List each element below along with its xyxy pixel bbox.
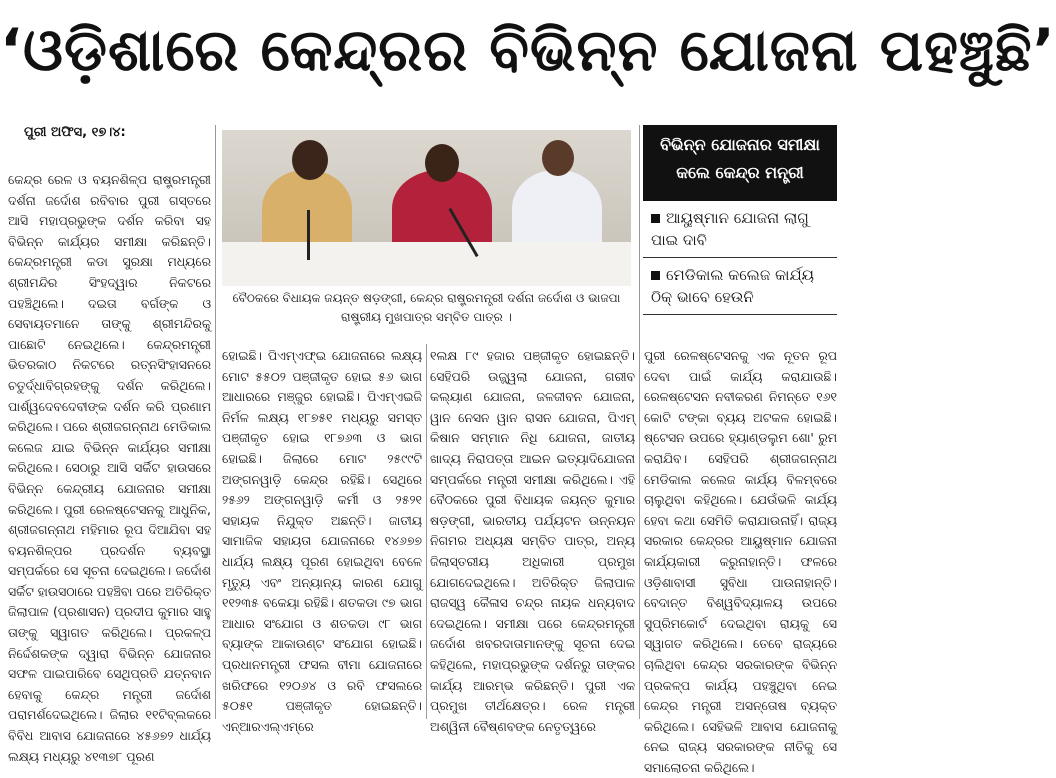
photo-table <box>222 242 631 286</box>
photo-person-center <box>392 170 492 250</box>
headline: ‘ଓଡ଼ିଶାରେ କେନ୍ଦ୍ରର ବିଭିନ୍ନ ଯୋଜନା ପହଞ୍ଚୁଛି’ <box>0 16 1056 84</box>
news-photo <box>222 130 631 286</box>
photo-head-center <box>425 144 459 182</box>
photo-head-right <box>542 140 574 176</box>
photo-caption: ବୈଠକରେ ବିଧାୟକ ଜୟନ୍ତ ଷଡ଼ଙ୍ଗୀ, କେନ୍ଦ୍ର ରାଷ୍ଟ୍ରମନ୍ତ୍ରୀ ଦର୍ଶନା ଜର୍ଦୋଶ ଓ ଭାଜପା ରାଷ୍ଟ୍ରୀୟ ମୁଖପାତ୍ର ସମ୍ବିତ ପାତ୍ର । <box>232 291 621 324</box>
sidebar-item-text: ମେଡିକାଲ କଲେଜ କାର୍ଯ୍ୟ ଠିକ୍‌ ଭାବେ ହେଉନି <box>651 266 814 306</box>
square-bullet-icon <box>651 214 660 223</box>
sidebar-item-text: ଆୟୁଷ୍ମାନ ଯୋଜନା ଲାଗୁ ପାଇ ଦାବି <box>651 209 809 249</box>
article-column-2: ହୋଇଛି। ପିଏମ୍‌ଏଫ୍‌ଇ ଯୋଜନାରେ ଲକ୍ଷ୍ୟ ମୋଟ ୫୫୦୨ ପଞ୍ଜୀକୃତ ହୋଇ ୫୬ ଭାଗ ଆଧାରରେ ମଞ୍ଜୁର ହୋଇଛି। ପିଏମ୍‌ଏଇଜି ନିର୍ମଳ ଲକ୍ଷ୍ୟ ୧୮୭୫୧ ମଧ୍ୟରୁ ସମସ୍ତ ପଞ୍ଜୀକୃତ ହୋଇ ୧୮୭୬୩ ଓ ଭାଗ ହୋଇଛି। ଜିଲାରେ ମୋଟ ୨୫୯୯ଟି ଅଙ୍ଗନୱାଡ଼ି କେନ୍ଦ୍ର ରହିଛି। ସେଥିରେ ୨୫୬୨ ଅଙ୍ଗନୱାଡ଼ି କର୍ମୀ ଓ ୨୫୨୧ ସହାୟକ ନିଯୁକ୍ତ ଅଛନ୍ତି। ଜାତୀୟ ସାମାଜିକ ସହାୟତା ଯୋଜନାରେ ୧୪୬୭୭ ଧାର୍ଯ୍ୟ ଲକ୍ଷ୍ୟ ପୂରଣ ହୋଇଥିବା ବେଳେ ମୃତ୍ୟୁ ଏବଂ ଅନ୍ୟାନ୍ୟ କାରଣ ଯୋଗୁ ୧୧୨୩୫ ବକେୟା ରହିଛି। ଶତକଡା ୯୭ ଭାଗ ଆଧାର ସଂଯୋଗ ଓ ଶତକଡା ୯୮ ଭାଗ ବ୍ୟାଙ୍କ ଆକାଉଣ୍ଟ ସଂଯୋଗ ହୋଇଛି। ପ୍ରଧାନମନ୍ତ୍ରୀ ଫସଲ ବୀମା ଯୋଜନାରେ ଖରିଫରେ ୧୨୦୬୪ ଓ ରବି ଫସଲରେ ୫୦୫୧ ପଞ୍ଜୀକୃତ ହୋଇଛନ୍ତି। ଏନ୍‌ଆରଏଲ୍‌ଏମ୍‌ରେ <box>222 348 422 734</box>
microphone-icon <box>307 210 310 260</box>
photo-head-left <box>292 140 328 180</box>
column-divider <box>639 125 640 719</box>
article-column-1: କେନ୍ଦ୍ର ରେଳ ଓ ବୟନଶିଳ୍ପ ରାଷ୍ଟ୍ରମନ୍ତ୍ରୀ ଦର୍ଶନା ଜର୍ଦୋଶ ରବିବାର ପୁରୀ ଗସ୍ତରେ ଆସି ମହାପ୍ରଭୁଙ୍କ ଦର୍ଶନ କରିବା ସହ ବିଭିନ୍ନ କାର୍ଯ୍ୟର ସମୀକ୍ଷା କରିଛନ୍ତି। କେନ୍ଦ୍ରମନ୍ତ୍ରୀ କଡା ସୁରକ୍ଷା ମଧ୍ୟରେ ଶ୍ରୀମନ୍ଦିର ସିଂହଦ୍ୱାର ନିକଟରେ ପହଞ୍ଚିଥିଲେ। ଦଇତା ବର୍ଗଙ୍କ ଓ ସେବାୟତମାନେ ତାଙ୍କୁ ଶ୍ରୀମନ୍ଦିରକୁ ପାଛୋଟି ନେଇଥିଲେ। କେନ୍ଦ୍ରମନ୍ତ୍ରୀ ଭିତରକାଠ ନିକଟରେ ରତ୍ନସିଂହାସନରେ ଚତୁର୍ଦ୍ଧାବିଗ୍ରହଙ୍କୁ ଦର୍ଶନ କରିଥିଲେ। ପାର୍ଶ୍ୱଦେବଦେବୀଙ୍କ ଦର୍ଶନ କରି ପ୍ରଣାମ କରିଥିଲେ। ପରେ ଶ୍ରୀଜଗନ୍ନାଥ ମେଡିକାଲ କଲେଜ ଯାଇ ବିଭିନ୍ନ କାର୍ଯ୍ୟର ସମୀକ୍ଷା କରିଥିଲେ। ସେଠାରୁ ଆସି ସର୍କିଟ ହାଉସରେ ବିଭିନ୍ନ କେନ୍ଦ୍ରୀୟ ଯୋଜନାର ସମୀକ୍ଷା କରିଥିଲେ। ପୁରୀ ରେଳଷ୍ଟେସନକୁ ଆଧୁନିକ, ଶ୍ରୀଜଗନ୍ନାଥ ମହିମାର ରୂପ ଦିଆଯିବା ସହ ବୟନଶିଳ୍ପର ପ୍ରଦର୍ଶନ ବ୍ୟବସ୍ଥା ସମ୍ପର୍କରେ ସେ ସୂଚନା ଦେଇଥିଲେ। ଜର୍ଦୋଶ ସର୍କିଟ ହାଉସଠାରେ ପହଞ୍ଚିବା ପରେ ଅତିରିକ୍ତ ଜିଲାପାଳ (ପ୍ରଶାସନ) ପ୍ରଦୀପ କୁମାର ସାହୁ ତାଙ୍କୁ ସ୍ୱାଗତ କରିଥିଲେ। ପ୍ରକଳ୍ପ ନିର୍ଦ୍ଦେଶକଙ୍କ ଦ୍ୱାରା ବିଭିନ୍ନ ଯୋଜନାର ସଫଳ ପାଇପାରିବେ ସେଥିପ୍ରତି ଯତ୍ନବାନ ହେବାକୁ କେନ୍ଦ୍ର ମନ୍ତ୍ରୀ ଜର୍ଦୋଶ ପରାମର୍ଶଦେଇଥିଲେ। ଜିଲାର ୧୧ଟିବ୍ଲକରେ ବିବିଧ ଆବାସ ଯୋଜନାରେ ୪୫୬୭୨ ଧାର୍ଯ୍ୟ ଲକ୍ଷ୍ୟ ମଧ୍ୟରୁ ୪୧୩୭୮ ପୂରଣ <box>8 172 211 764</box>
article-column-4: ପୁରୀ ରେଳଷ୍ଟେସନକୁ ଏକ ନୂତନ ରୂପ ଦେବା ପାଇଁ କାର୍ଯ୍ୟ କରାଯାଉଛି। ରେଳଷ୍ଟେସନ ନବୀକରଣ ନିମନ୍ତେ ୧୬୧ କୋଟି ଟଙ୍କା ବ୍ୟୟ ଅଟକଳ ହୋଇଛି। ଷ୍ଟେସନ ଉପରେ ହ୍ୟାଣ୍ଡଲୁମ ଶୋ' ରୁମ କରାଯିବ। ସେହିପରି ଶ୍ରୀଜଗନ୍ନାଥ ମେଡିକାଲ କଲେଜ କାର୍ଯ୍ୟ ବିଳମ୍ବରେ ଚାଲୁଥିବା କହିଥିଲେ। ଯେଉଁଭଳି କାର୍ଯ୍ୟ ହେବା କଥା ସେମିତି କରାଯାଉନାହିଁ। ରାଜ୍ୟ ସରକାର କେନ୍ଦ୍ରର ଆୟୁଷ୍ମାନ ଯୋଜନା କାର୍ଯ୍ୟକାରୀ କରୁନାହାନ୍ତି। ଫଳରେ ଓଡ଼ିଶାବାସୀ ସୁବିଧା ପାଉନାହାନ୍ତି। ବେଦାନ୍ତ ବିଶ୍ୱବିଦ୍ୟାଳୟ ଉପରେ ସୁପ୍ରିମକୋର୍ଟ ଦେଇଥିବା ରାୟକୁ ସେ ସ୍ୱାଗତ କରିଥିଲେ। ତେବେ ରାଜ୍ୟରେ ଚାଲିଥିବା କେନ୍ଦ୍ର ସରକାରଙ୍କ ବିଭିନ୍ନ ପ୍ରକଳ୍ପ କାର୍ଯ୍ୟ ପହଞ୍ଚୁଥିବା ନେଇ କେନ୍ଦ୍ର ମନ୍ତ୍ରୀ ଅସନ୍ତୋଷ ବ୍ୟକ୍ତ କରିଥିଲେ। ସେହିଭଳି ଆବାସ ଯୋଜନାକୁ ନେଇ ରାଜ୍ୟ ସରକାରଙ୍କ ନୀତିକୁ ସେ ସମାଲୋଚନା କରିଥିଲେ। <box>644 348 837 775</box>
article-column-3: ୧ଲକ୍ଷ ୮୯ ହଜାର ପଞ୍ଜୀକୃତ ହୋଇଛନ୍ତି। ସେହିପରି ଉଜ୍ଜ୍ୱଲା ଯୋଜନା, ଗରୀବ କଲ୍ୟାଣ ଯୋଜନା, ଜଳଜୀବନ ଯୋଜନା, ୱାନ ନେସନ ୱାନ ରାସନ ଯୋଜନା, ପିଏମ୍ କିଷାନ ସମ୍ମାନ ନିଧି ଯୋଜନା, ଜାତୀୟ ଖାଦ୍ୟ ନିରାପତ୍ତା ଆଇନ ଇତ୍ୟାଦିଯୋଜନା ସମ୍ପର୍କରେ ମନ୍ତ୍ରୀ ସମୀକ୍ଷା କରିଥିଲେ। ଏହି ବୈଠକରେ ପୁରୀ ବିଧାୟକ ଜୟନ୍ତ କୁମାର ଷଡ଼ଙ୍ଗୀ, ଭାରତୀୟ ପର୍ଯ୍ୟଟନ ଉନ୍ନୟନ ନିଗମର ଅଧ୍ୟକ୍ଷ ସମ୍ବିତ ପାତ୍ର, ଅନ୍ୟ ଜିଲାସ୍ତରୀୟ ଅଧିକାରୀ ପ୍ରମୁଖ ଯୋଗଦେଇଥିଲେ। ଅତିରିକ୍ତ ଜିଲାପାଳ ରାଜସ୍ୱ କୈଳାସ ଚନ୍ଦ୍ର ନାୟକ ଧନ୍ୟବାଦ ଦେଇଥିଲେ। ସମୀକ୍ଷା ପରେ କେନ୍ଦ୍ରମନ୍ତ୍ରୀ ଜର୍ଦୋଶ ଖବରଦାତାମାନଙ୍କୁ ସୂଚନା ଦେଇ କହିଥିଲେ, ମହାପ୍ରଭୁଙ୍କ ଦର୍ଶନରୁ ତାଙ୍କର କାର୍ଯ୍ୟ ଆରମ୍ଭ କରିଛନ୍ତି। ପୁରୀ ଏକ ପ୍ରମୁଖ ତୀର୍ଥକ୍ଷେତ୍ର। ରେଳ ମନ୍ତ୍ରୀ ଅଶ୍ୱିନୀ ବୈଷ୍ଣବଙ୍କ ନେତୃତ୍ୱରେ <box>430 348 635 734</box>
sidebar-item <box>643 201 837 258</box>
dateline: ପୁରୀ ଅଫିସ, ୧୭।୪: <box>24 125 126 140</box>
sidebar-highlights <box>643 125 837 315</box>
square-bullet-icon <box>651 271 660 280</box>
column-divider <box>426 344 427 719</box>
column-divider <box>215 125 216 719</box>
sidebar-title: ବିଭିନ୍ନ ଯୋଜନାର ସମୀକ୍ଷା କଲେ କେନ୍ଦ୍ର ମନ୍ତ୍ରୀ <box>643 125 837 201</box>
sidebar-item <box>643 258 837 315</box>
photo-person-right <box>512 170 602 250</box>
